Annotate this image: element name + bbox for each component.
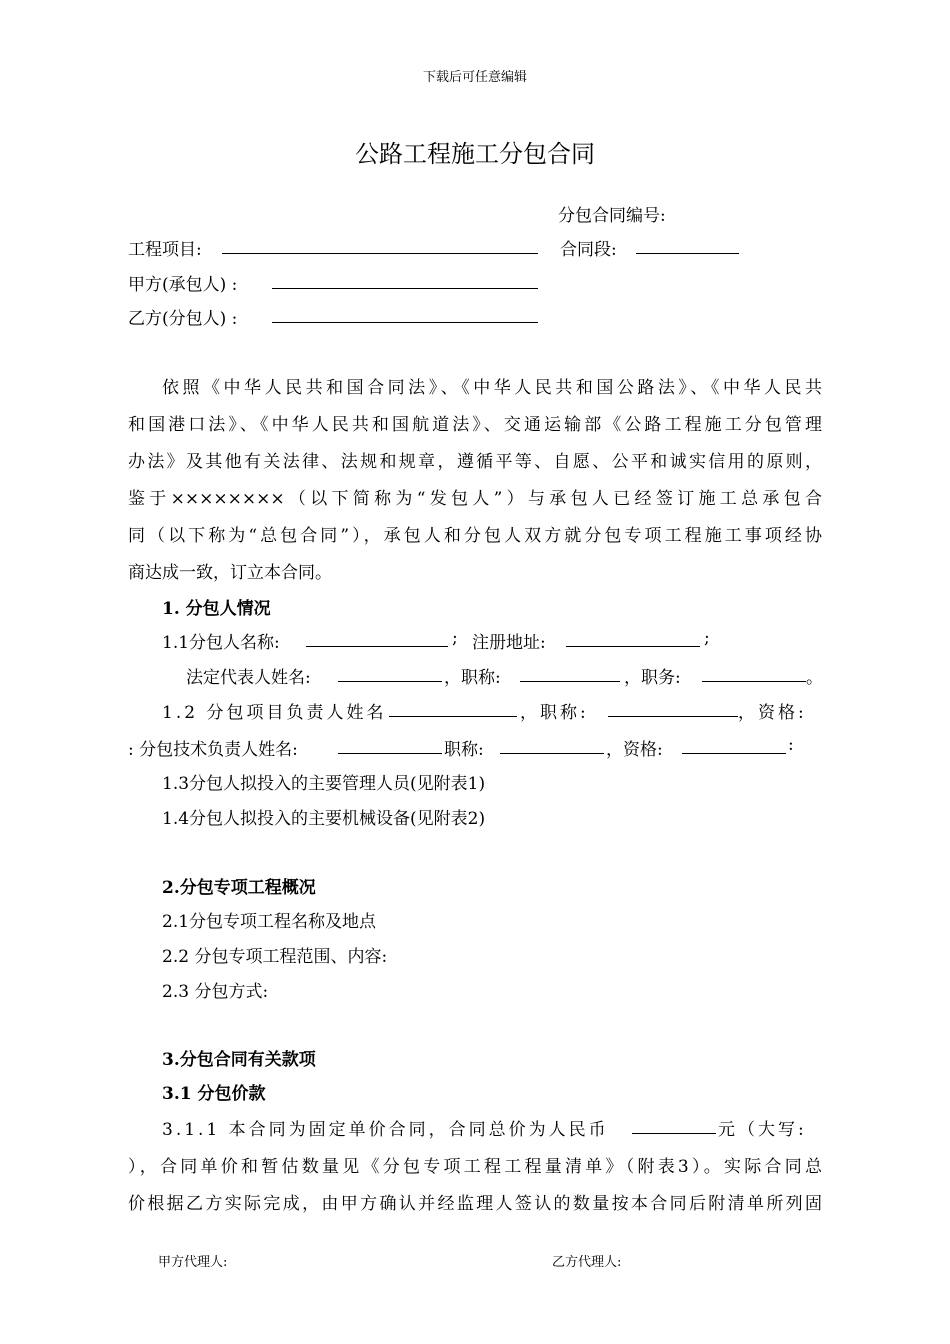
party-a-agent-label: 甲方代理人:: [158, 1255, 228, 1270]
preamble-line: 依照《中华人民共和国合同法》、《中华人民共和国公路法》、《中华人民共: [162, 378, 822, 398]
section-3-heading: 3.分包合同有关款项: [162, 1050, 316, 1070]
address-label: 注册地址:: [472, 633, 546, 653]
project-manager-field[interactable]: [389, 716, 517, 717]
project-label: 工程项目:: [128, 240, 202, 260]
section-3-1-heading: 3.1 分包价款: [162, 1084, 266, 1104]
rep-title-label: ，职称:: [444, 668, 501, 688]
preamble-line: 鉴于××××××××（以下简称为“发包人”）与承包人已经签订施工总承包合: [128, 489, 822, 509]
tech-lead-label: : 分包技术负责人姓名:: [128, 740, 298, 760]
page-header: 下载后可任意编辑: [422, 70, 527, 85]
section-2-heading: 2.分包专项工程概况: [162, 878, 316, 898]
pm-title-label: ，职称:: [520, 703, 589, 723]
party-b-agent-label: 乙方代理人:: [552, 1255, 622, 1270]
colon: :: [788, 735, 794, 755]
contract-amount-field[interactable]: [632, 1133, 716, 1134]
s3-clause-text: 价根据乙方实际完成，由甲方确认并经监理人签认的数量按本合同后附清单所列固: [128, 1194, 822, 1214]
separator: ;: [704, 628, 710, 648]
legal-rep-label: 法定代表人姓名:: [186, 668, 311, 688]
section-label: 合同段:: [560, 240, 617, 260]
rep-post-field[interactable]: [702, 681, 806, 682]
s3-clause-text: 元（大写:: [718, 1120, 807, 1140]
s2-item-2-2: 2.2 分包专项工程范围、内容:: [162, 947, 388, 967]
s1-item-1-3: 1.3分包人拟投入的主要管理人员(见附表1): [162, 774, 486, 794]
party-a-label: 甲方(承包人) :: [128, 275, 238, 295]
s1-item-1-4: 1.4分包人拟投入的主要机械设备(见附表2): [162, 809, 486, 829]
s2-item-2-3: 2.3 分包方式:: [162, 982, 269, 1002]
page-title: 公路工程施工分包合同: [355, 140, 595, 168]
project-field[interactable]: [222, 253, 538, 254]
preamble-line: 和国港口法》、《中华人民共和国航道法》、交通运输部《公路工程施工分包管理: [128, 415, 822, 435]
pm-title-field[interactable]: [608, 716, 738, 717]
tech-qual-label: ，资格:: [606, 740, 663, 760]
contract-no-label: 分包合同编号:: [558, 206, 666, 226]
s3-clause-text: 3.1.1 本合同为固定单价合同，合同总价为人民币: [162, 1120, 609, 1140]
party-b-field[interactable]: [272, 322, 538, 323]
project-manager-label: 1.2 分包项目负责人姓名: [162, 703, 387, 723]
preamble-line: 商达成一致，订立本合同。: [128, 563, 332, 583]
s2-item-2-1: 2.1分包专项工程名称及地点: [162, 912, 377, 932]
tech-lead-field[interactable]: [338, 753, 442, 754]
preamble-line: 办法》及其他有关法律、法规和规章，遵循平等、自愿、公平和诚实信用的原则，: [128, 452, 822, 472]
tech-qual-field[interactable]: [682, 753, 786, 754]
address-field[interactable]: [566, 646, 700, 647]
sub-name-label: 1.1分包人名称:: [162, 633, 280, 653]
sub-name-field[interactable]: [306, 646, 448, 647]
preamble-line: 同（以下称为“总包合同”），承包人和分包人双方就分包专项工程施工事项经协: [128, 526, 822, 546]
party-a-field[interactable]: [272, 288, 538, 289]
tech-title-field[interactable]: [500, 753, 604, 754]
section-1-heading: 1. 分包人情况: [162, 599, 271, 619]
legal-rep-field[interactable]: [338, 681, 442, 682]
rep-post-label: ，职务:: [624, 668, 681, 688]
tech-title-label: 职称:: [444, 740, 484, 760]
period: 。: [806, 668, 823, 688]
pm-qual-label: ，资格:: [738, 703, 807, 723]
rep-title-field[interactable]: [520, 681, 620, 682]
separator: ;: [452, 628, 458, 648]
section-field[interactable]: [636, 253, 739, 254]
s3-clause-text: ），合同单价和暂估数量见《分包专项工程工程量清单》（附表3）。实际合同总: [128, 1157, 822, 1177]
party-b-label: 乙方(分包人) :: [128, 309, 238, 329]
